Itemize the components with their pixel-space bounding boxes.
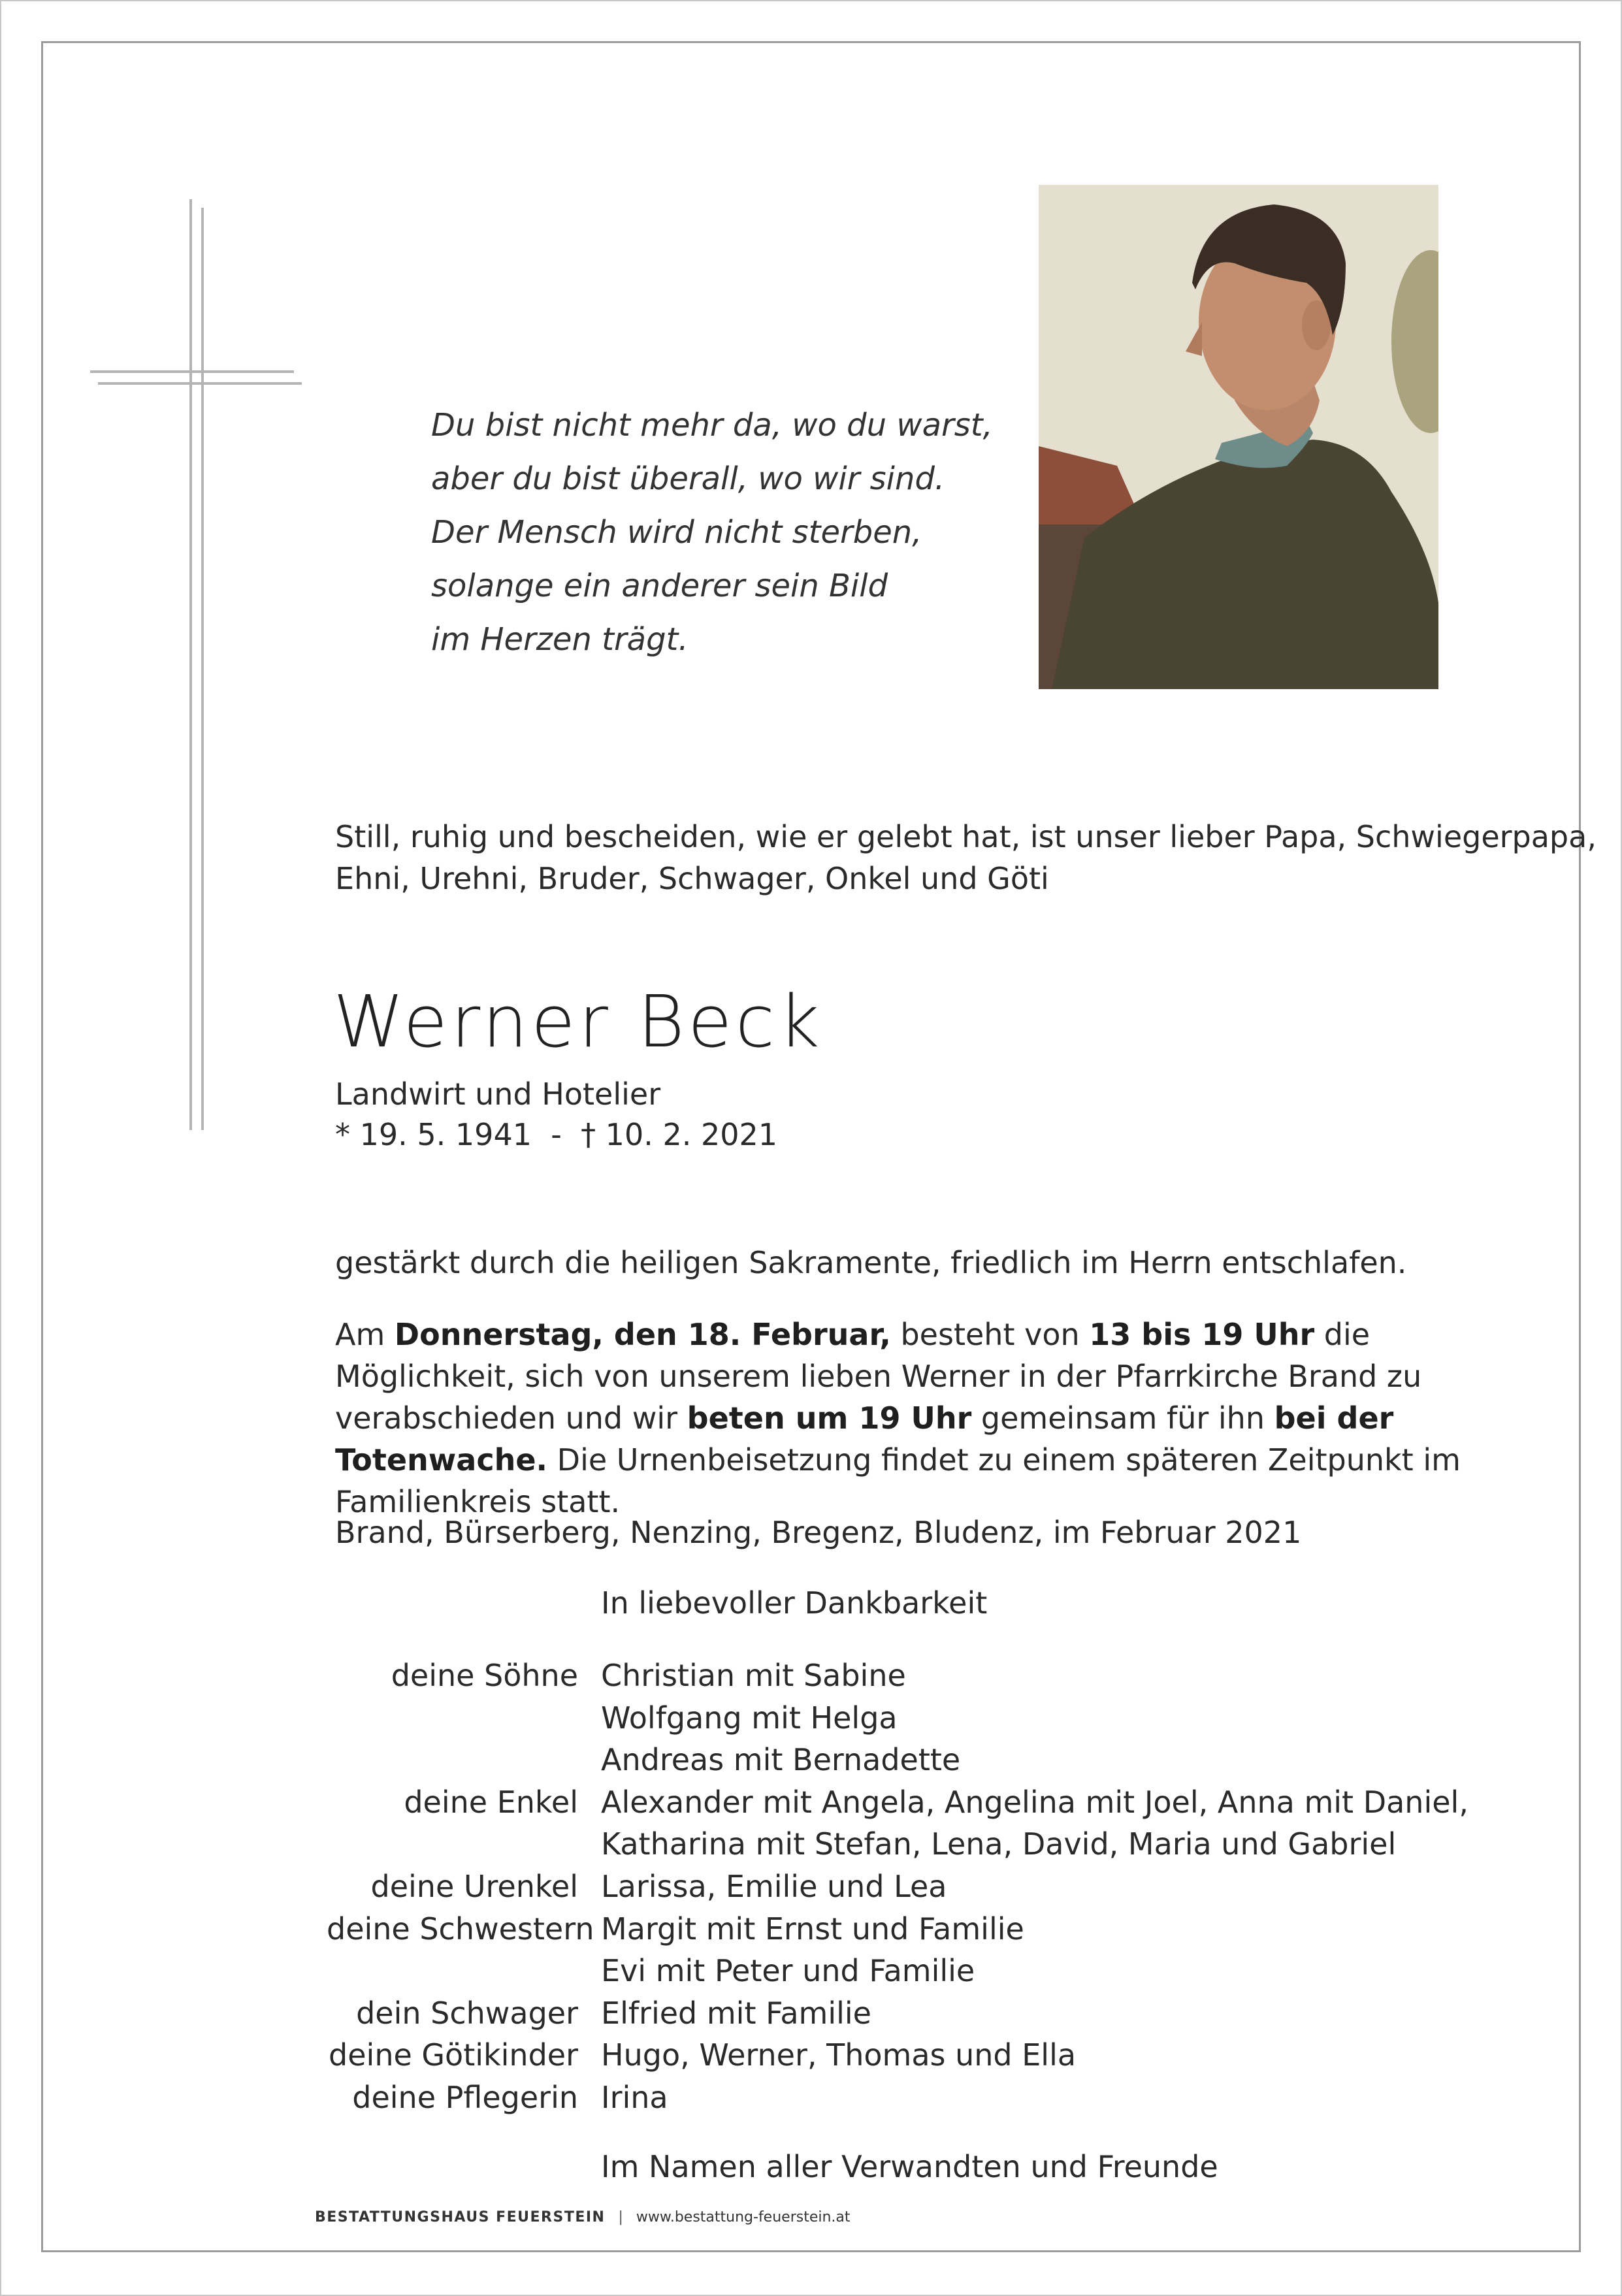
occupation: Landwirt und Hotelier <box>335 1076 661 1112</box>
announcement-part: gemeinsam für ihn <box>971 1400 1274 1436</box>
family-role: deine Pflegerin <box>352 2079 578 2115</box>
poem-line: Du bist nicht mehr da, wo du warst, <box>431 407 993 444</box>
family-names: Margit mit Ernst und Familie <box>601 1911 1024 1947</box>
deceased-name: Werner Beck <box>333 980 823 1063</box>
family-names: Evi mit Peter und Familie <box>601 1953 975 1989</box>
announcement-text <box>335 1314 1498 1523</box>
family-names: Christian mit Sabine <box>601 1658 906 1693</box>
announcement-part: Am <box>335 1317 395 1352</box>
family-row <box>327 1823 1568 1866</box>
announcement-part: Die Urnenbeisetzung findet zu einem späteren Zeitpunkt im Familienkreis statt. <box>335 1442 1461 1519</box>
family-names: Elfried mit Familie <box>601 1995 871 2031</box>
announcement-time: 13 bis 19 Uhr <box>1089 1317 1315 1352</box>
poem-line: solange ein anderer sein Bild <box>431 568 888 604</box>
announcement-date: Donnerstag, den 18. Februar, <box>394 1317 891 1352</box>
family-names: Larissa, Emilie und Lea <box>601 1868 947 1904</box>
footer-separator: | <box>618 2209 623 2225</box>
poem <box>431 398 1019 666</box>
intro-text <box>335 816 1597 899</box>
family-row <box>327 1950 1568 1992</box>
sacraments-text: gestärkt durch die heiligen Sakramente, friedlich im Herrn entschlafen. <box>335 1245 1407 1280</box>
company-name: BESTATTUNGSHAUS FEUERSTEIN <box>315 2209 606 2225</box>
poem-line: im Herzen trägt. <box>431 621 689 658</box>
announcement-prayer: beten um 19 Uhr <box>687 1400 972 1436</box>
places-date: Brand, Bürserberg, Nenzing, Bregenz, Bludenz, im Februar 2021 <box>335 1515 1302 1550</box>
family-role: deine Söhne <box>391 1658 578 1693</box>
announcement-wake: bei der Totenwache. <box>335 1400 1394 1478</box>
family-role <box>327 1950 601 1992</box>
family-row <box>327 1697 1568 1739</box>
family-role: deine Schwestern <box>327 1911 594 1947</box>
family-row <box>327 1739 1568 1781</box>
intro-line: Ehni, Urehni, Bruder, Schwager, Onkel und Göti <box>335 861 1049 896</box>
footer <box>315 2209 851 2225</box>
family-row <box>327 1655 1568 1697</box>
family-names: Alexander mit Angela, Angelina mit Joel, Anna mit Daniel, <box>601 1784 1468 1820</box>
family-names: Wolfgang mit Helga <box>601 1700 898 1736</box>
family-row <box>327 1866 1568 1908</box>
life-dates: * 19. 5. 1941 - † 10. 2. 2021 <box>335 1117 778 1152</box>
closing-line: Im Namen aller Verwandten und Freunde <box>601 2149 1218 2184</box>
announcement-part: die Möglichkeit, sich von unserem lieben Werner in der Pfarrkirche Brand zu verabschieden und wir <box>335 1317 1422 1436</box>
poem-line: Der Mensch wird nicht sterben, <box>431 514 922 551</box>
family-names: Katharina mit Stefan, Lena, David, Maria und Gabriel <box>601 1826 1397 1862</box>
family-list <box>327 1655 1568 2119</box>
deceased-info <box>335 1074 1511 1155</box>
family-names: Irina <box>601 2079 668 2115</box>
announcement-part: besteht von <box>890 1317 1090 1352</box>
family-names: Hugo, Werner, Thomas und Ella <box>601 2037 1077 2073</box>
portrait-photo <box>1039 185 1438 689</box>
family-role: deine Urenkel <box>370 1868 578 1904</box>
family-role: deine Götikinder <box>329 2037 578 2073</box>
family-role <box>327 1697 601 1739</box>
family-row <box>327 1908 1568 1950</box>
intro-line: Still, ruhig und bescheiden, wie er gelebt hat, ist unser lieber Papa, Schwiegerpapa, <box>335 819 1597 854</box>
family-role <box>327 1739 601 1781</box>
thanks-line: In liebevoller Dankbarkeit <box>601 1585 988 1621</box>
family-row <box>327 2034 1568 2077</box>
family-row <box>327 1781 1568 1824</box>
family-row <box>327 1992 1568 2035</box>
poem-line: aber du bist überall, wo wir sind. <box>431 461 945 497</box>
family-role: deine Enkel <box>404 1784 578 1820</box>
family-role <box>327 1823 601 1866</box>
family-role: dein Schwager <box>356 1995 578 2031</box>
family-row <box>327 2077 1568 2119</box>
family-names: Andreas mit Bernadette <box>601 1742 961 1778</box>
website-link[interactable]: www.bestattung-feuerstein.at <box>636 2209 851 2225</box>
